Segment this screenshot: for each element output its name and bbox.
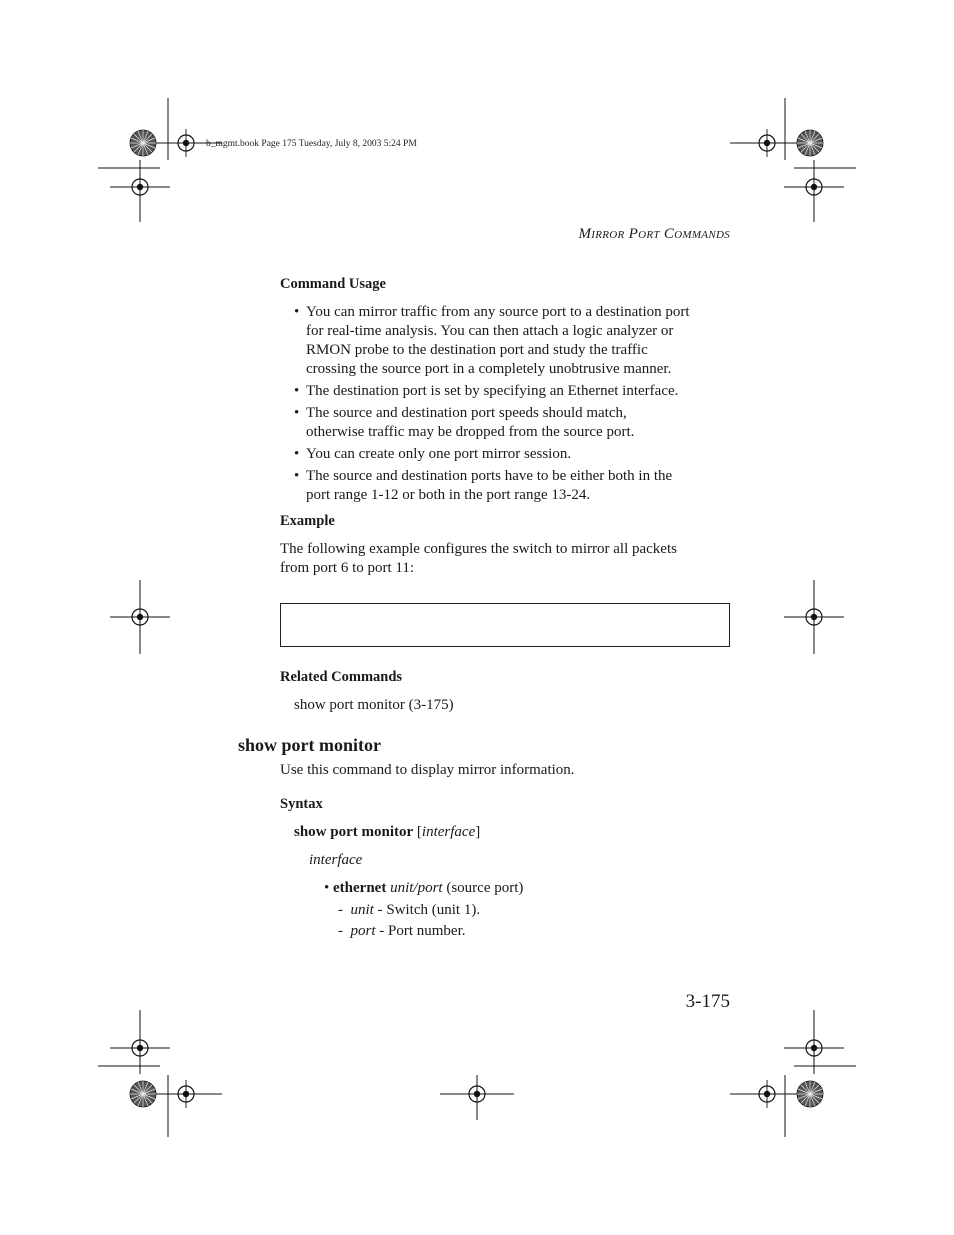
list-item: • You can mirror traffic from any source port to a destination port for real-time analysis. You can then attach a logic analyzer or RMON probe to the destination port and study the traffic crossing the source port in a completely unobtrusive manner. — [280, 303, 750, 379]
related-commands-heading: Related Commands — [280, 669, 403, 685]
example-code-box — [280, 603, 730, 647]
list-item: • You can create only one port mirror session. — [280, 445, 750, 464]
sub-option-unit: - unit - Switch (unit 1). — [338, 902, 481, 918]
section-title: show port monitor — [238, 735, 381, 755]
command-usage-heading: Command Usage — [280, 276, 386, 292]
print-slug: b_mgmt.book Page 175 Tuesday, July 8, 2003 5:24 PM — [206, 139, 417, 149]
page-number: 3-175 — [685, 991, 730, 1012]
related-command-item: show port monitor (3-175) — [294, 697, 454, 713]
list-item: • The destination port is set by specifying an Ethernet interface. — [280, 382, 750, 401]
syntax-line: show port monitor [interface] — [294, 824, 481, 840]
syntax-heading: Syntax — [280, 796, 323, 812]
section-description: Use this command to display mirror information. — [280, 762, 575, 778]
list-item: • The source and destination port speeds should match, otherwise traffic may be dropped from the source port. — [280, 404, 750, 442]
running-head: MIRROR PORT COMMANDS — [578, 226, 730, 242]
example-heading: Example — [280, 513, 335, 529]
parameter-label: interface — [309, 852, 363, 868]
parameter-option: • ethernet unit/port (source port) — [324, 880, 524, 896]
example-description: The following example configures the switch to mirror all packets from port 6 to port 11: — [280, 541, 677, 576]
list-item: • The source and destination ports have to be either both in the port range 1-12 or both in the port range 13-24. — [280, 467, 750, 505]
sub-option-port: - port - Port number. — [338, 923, 466, 939]
command-usage-list — [280, 303, 750, 508]
